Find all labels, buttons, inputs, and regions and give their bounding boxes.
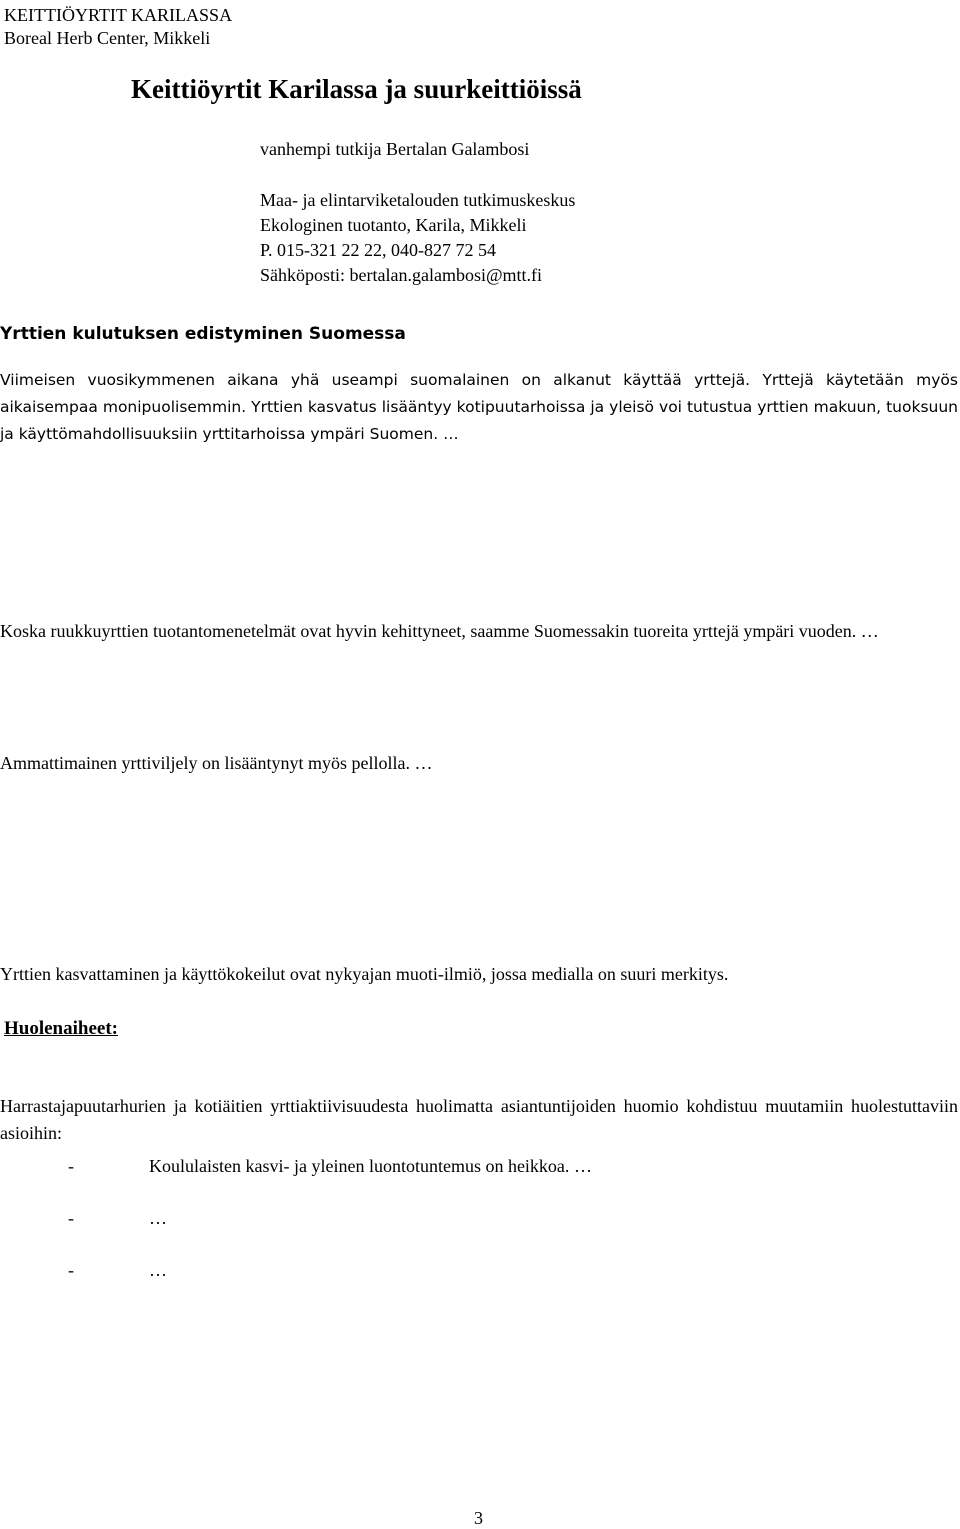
list-item — [0, 1153, 958, 1180]
author-phone: P. 015-321 22 22, 040-827 72 54 — [260, 240, 497, 260]
list-item — [0, 1257, 958, 1284]
omitted-marker: … — [149, 1260, 167, 1280]
paragraph-1 — [0, 367, 958, 448]
section-heading: Yrttien kulutuksen edistyminen Suomessa — [0, 324, 406, 344]
running-header-line2: Boreal Herb Center, Mikkeli — [4, 28, 211, 48]
paragraph-3 — [0, 750, 958, 777]
omitted-marker: … — [414, 753, 433, 773]
paragraph-4: Yrttien kasvattaminen ja käyttökokeilut ovat nykyajan muoti-ilmiö, jossa medialla on suuri merkitys. — [0, 964, 729, 984]
omitted-marker: … — [443, 425, 459, 443]
paragraph-5: Harrastajapuutarhurien ja kotiäitien yrttiaktiivisuudesta huolimatta asiantuntijoiden huomio kohdistuu muutamiin huolestuttaviin asioihin: — [0, 1096, 958, 1143]
page-title: Keittiöyrtit Karilassa ja suurkeittiöissä — [131, 74, 582, 104]
concerns-heading: Huolenaiheet: — [4, 1018, 118, 1039]
paragraph-2 — [0, 618, 958, 645]
paragraph-2-text: Koska ruukkuyrttien tuotantomenetelmät ovat hyvin kehittyneet, saamme Suomessakin tuoreita yrttejä ympäri vuoden. — [0, 621, 857, 641]
concerns-list — [0, 1153, 958, 1309]
list-dash: - — [68, 1260, 74, 1280]
author-name: vanhempi tutkija Bertalan Galambosi — [260, 139, 530, 159]
omitted-marker: … — [149, 1208, 167, 1228]
author-email: Sähköposti: bertalan.galambosi@mtt.fi — [260, 265, 543, 285]
paragraph-3-text: Ammattimainen yrttiviljely on lisääntynyt myös pellolla. — [0, 753, 410, 773]
omitted-marker: … — [860, 621, 879, 641]
running-header — [4, 4, 232, 50]
list-item — [0, 1205, 958, 1232]
author-unit: Ekologinen tuotanto, Karila, Mikkeli — [260, 215, 527, 235]
page-number: 3 — [474, 1508, 483, 1528]
omitted-marker: … — [573, 1156, 592, 1176]
paragraph-1-text: Viimeisen vuosikymmenen aikana yhä useampi suomalainen on alkanut käyttää yrttejä. Yrttejä käytetään myös aikaisempaa monipuolisemmin. Yrttien kasvatus lisääntyy kotipuutarhoissa ja yleisö voi tutustua yrttien makuun, tuoksuun ja käyttömahdollisuuksiin yrttitarhoissa ympäri Suomen. — [0, 371, 958, 443]
list-dash: - — [68, 1156, 74, 1176]
author-block — [260, 137, 900, 288]
author-organization: Maa- ja elintarviketalouden tutkimuskeskus — [260, 190, 576, 210]
running-header-line1: KEITTIÖYRTIT KARILASSA — [4, 5, 233, 25]
list-dash: - — [68, 1208, 74, 1228]
list-item-text: Koululaisten kasvi- ja yleinen luontotuntemus on heikkoa. — [149, 1156, 570, 1176]
